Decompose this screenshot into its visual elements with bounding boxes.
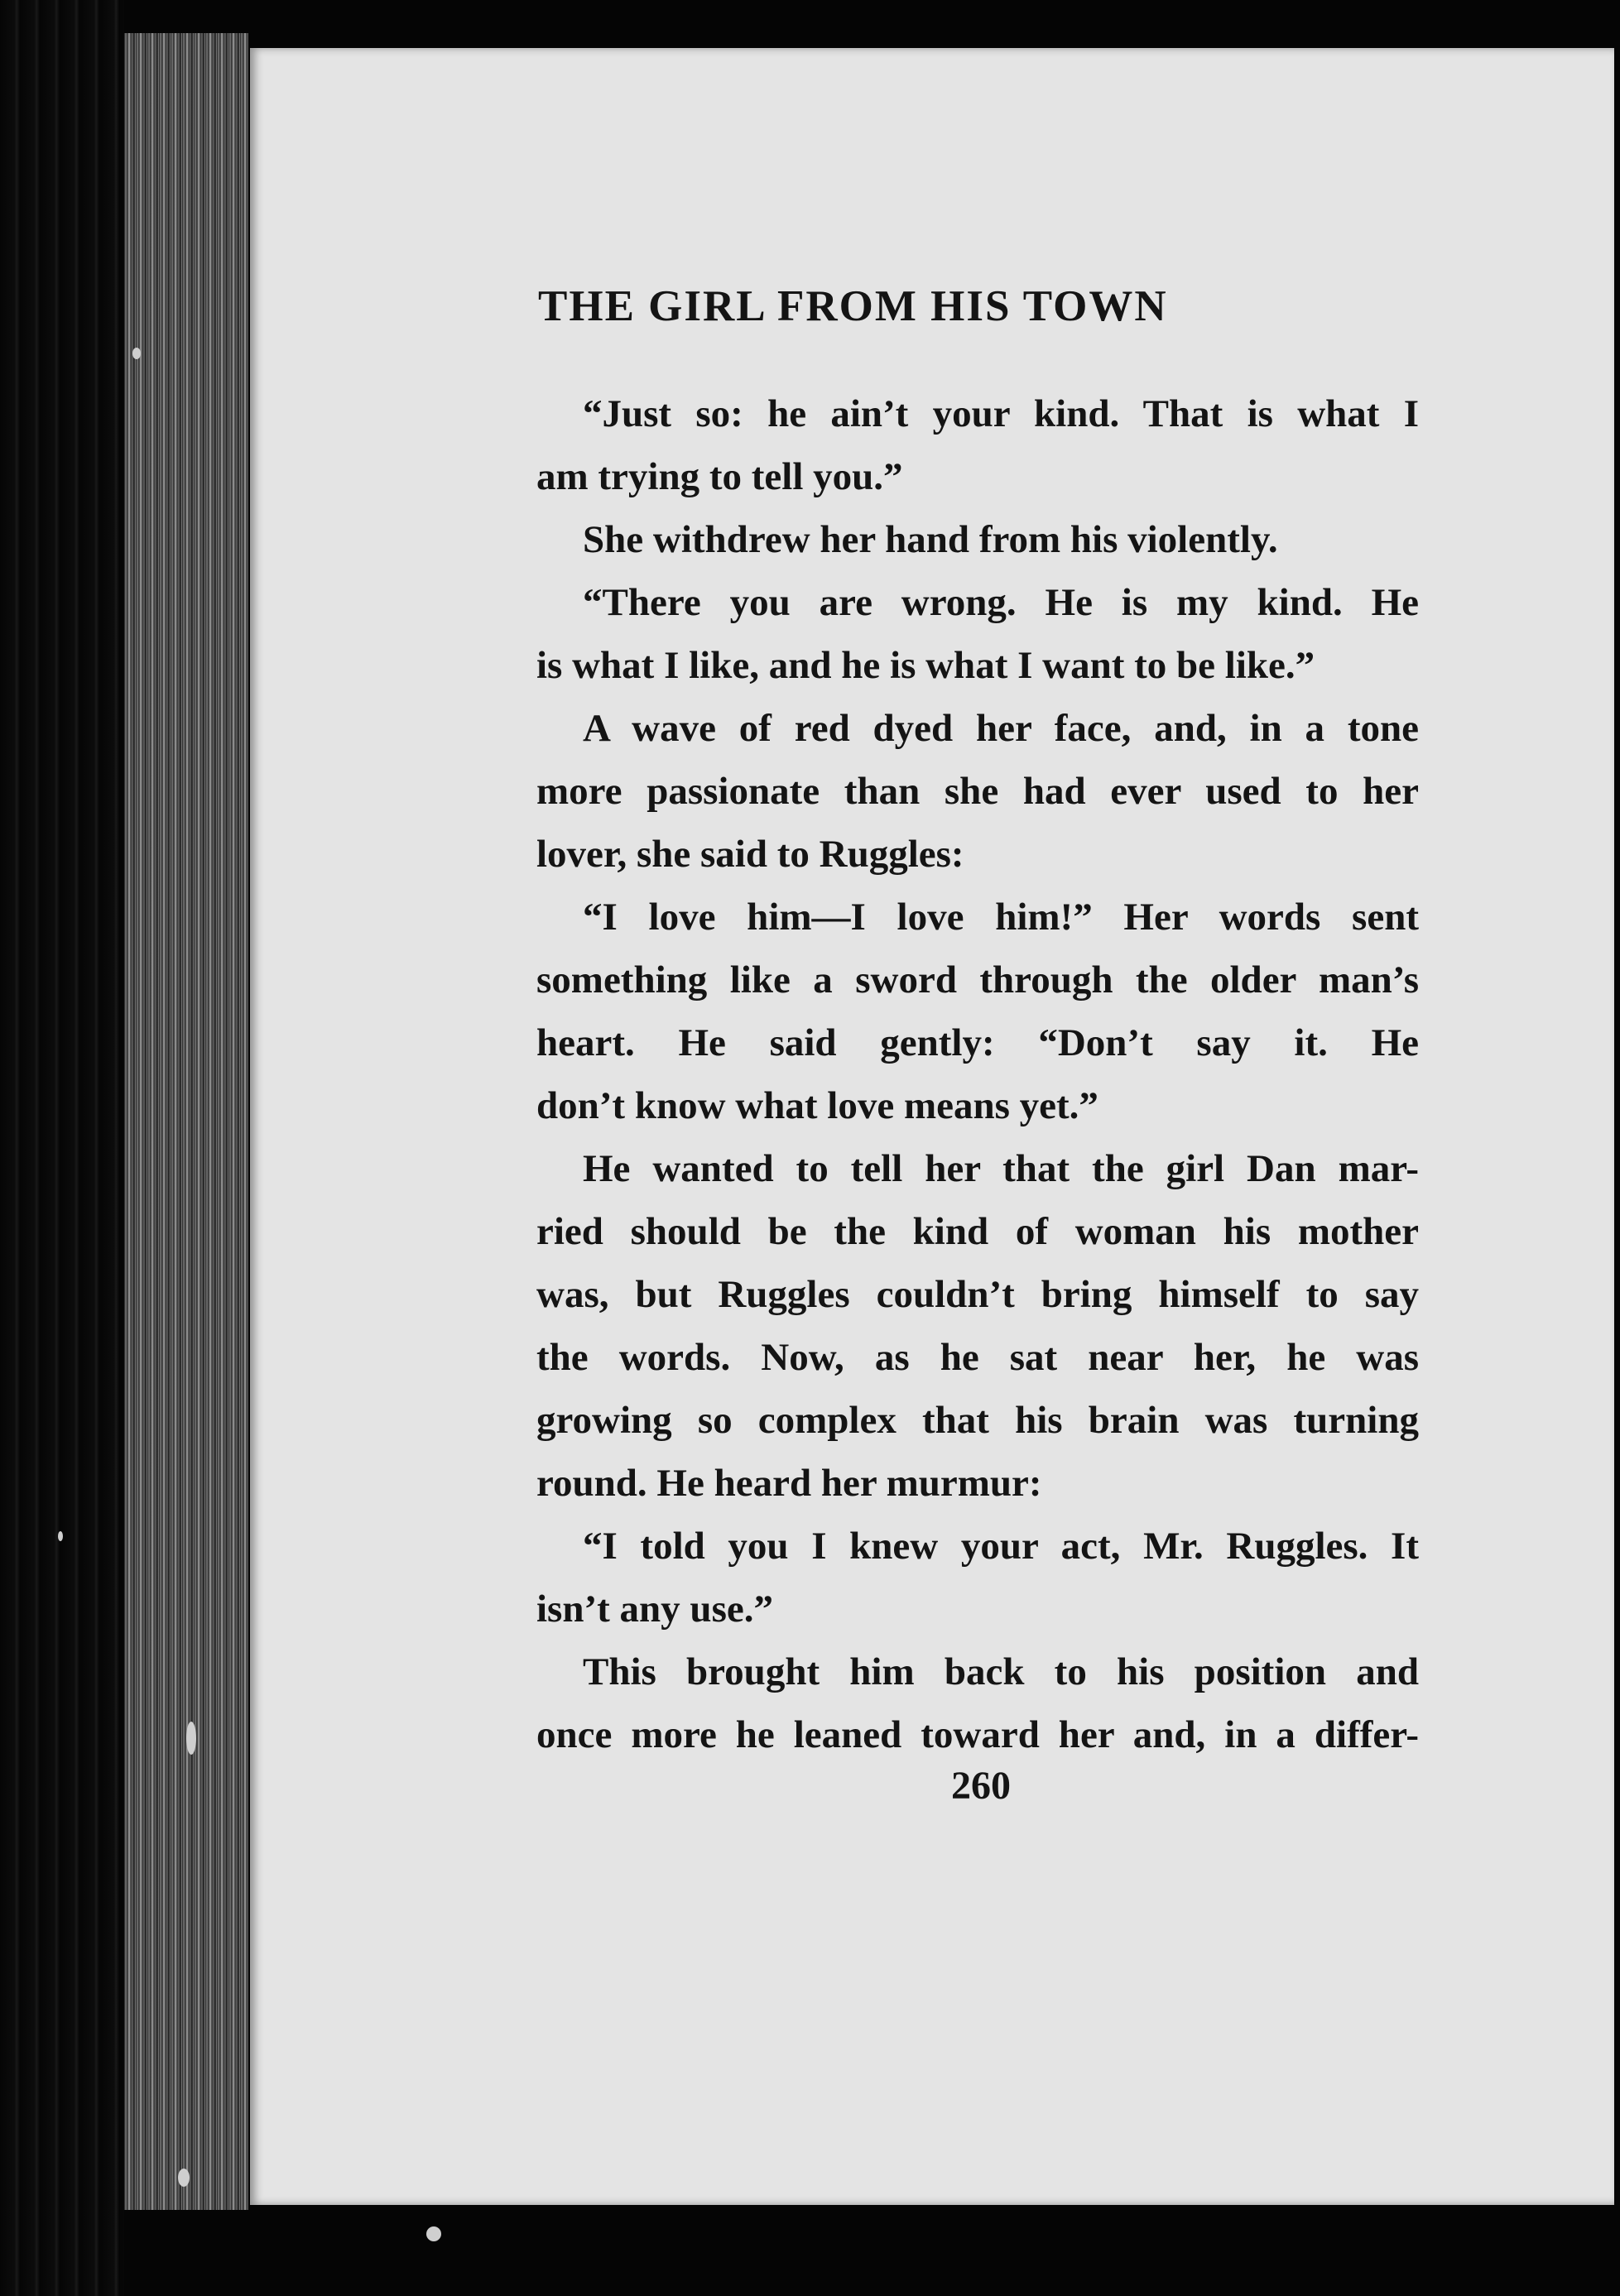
text-line: “There you are wrong. He is my kind. He bbox=[583, 581, 1419, 624]
text-line: once more he leaned toward her and, in a differ- bbox=[536, 1713, 1419, 1756]
dust-speck bbox=[186, 1722, 196, 1755]
text-line: heart. He said gently: “Don’t say it. He bbox=[536, 1021, 1419, 1064]
text-line: growing so complex that his brain was turning bbox=[536, 1399, 1419, 1442]
book-spine-shadow bbox=[0, 0, 124, 2296]
text-line: don’t know what love means yet.” bbox=[536, 1084, 1098, 1127]
body-text bbox=[536, 382, 1419, 1766]
text-line: lover, she said to Ruggles: bbox=[536, 833, 964, 876]
text-line: This brought him back to his position and bbox=[583, 1650, 1419, 1693]
text-line: He wanted to tell her that the girl Dan mar- bbox=[583, 1147, 1419, 1190]
text-line: A wave of red dyed her face, and, in a tone bbox=[583, 707, 1419, 750]
page-edges bbox=[124, 33, 248, 2210]
dust-speck bbox=[426, 2226, 441, 2241]
text-line: “I love him—I love him!” Her words sent bbox=[583, 896, 1419, 939]
text-line: the words. Now, as he sat near her, he was bbox=[536, 1336, 1419, 1379]
text-line: She withdrew her hand from his violently. bbox=[583, 518, 1278, 561]
text-line: isn’t any use.” bbox=[536, 1588, 773, 1631]
text-line: something like a sword through the older man’s bbox=[536, 958, 1419, 1001]
dust-speck bbox=[132, 348, 141, 359]
text-line: ried should be the kind of woman his mother bbox=[536, 1210, 1419, 1253]
text-line: more passionate than she had ever used to her bbox=[536, 770, 1419, 813]
text-line: round. He heard her murmur: bbox=[536, 1462, 1042, 1505]
page-number: 260 bbox=[951, 1764, 1011, 1808]
dust-speck bbox=[58, 1531, 63, 1541]
dust-speck bbox=[178, 2169, 190, 2187]
text-line: “Just so: he ain’t your kind. That is what I bbox=[583, 392, 1419, 435]
text-line: was, but Ruggles couldn’t bring himself to say bbox=[536, 1273, 1419, 1316]
text-line: is what I like, and he is what I want to be like.” bbox=[536, 644, 1315, 687]
running-head: THE GIRL FROM HIS TOWN bbox=[538, 282, 1168, 330]
text-line: “I told you I knew your act, Mr. Ruggles. It bbox=[583, 1525, 1419, 1568]
text-line: am trying to tell you.” bbox=[536, 455, 903, 498]
